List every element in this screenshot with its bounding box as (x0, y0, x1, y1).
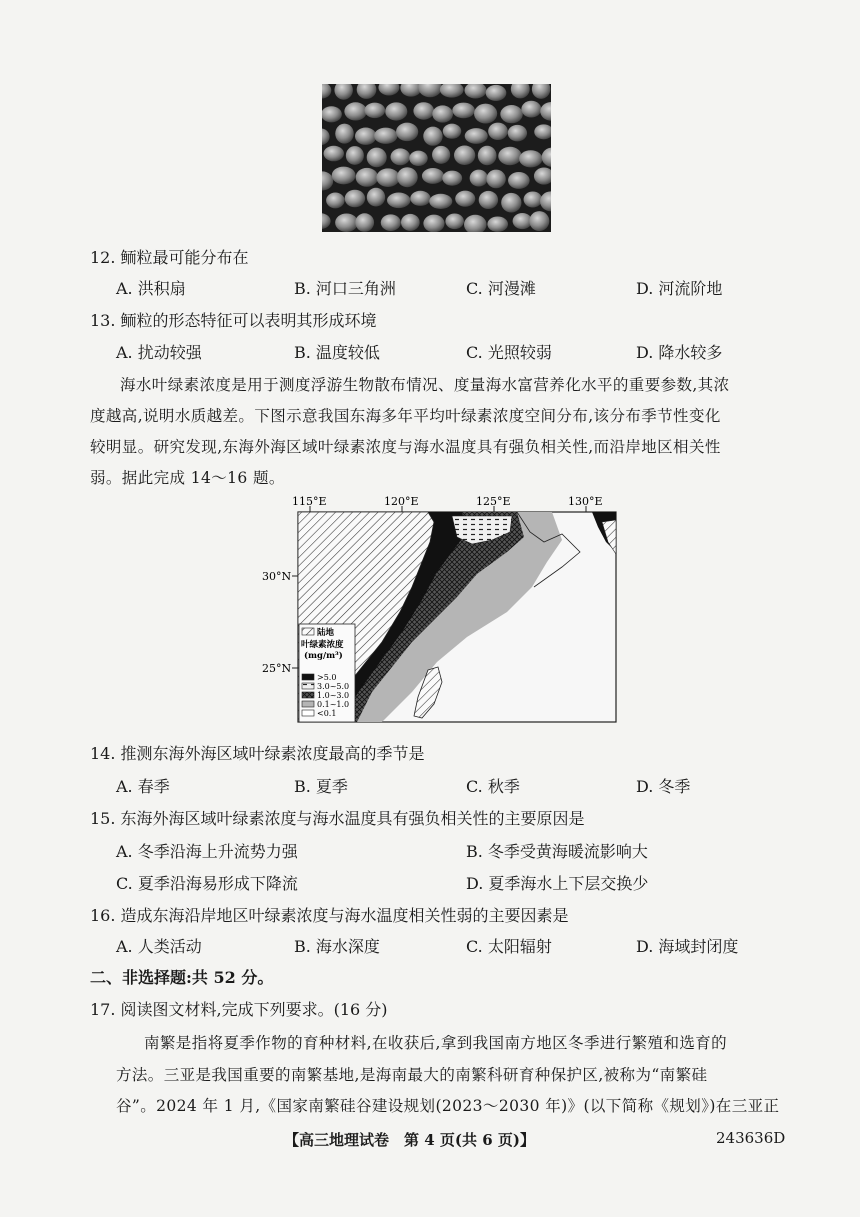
q14-option-a[interactable]: A. 春季 (116, 777, 170, 796)
legend-title: 叶绿素浓度 (301, 640, 344, 650)
oolite-grain (390, 148, 410, 165)
oolite-grain (356, 168, 379, 187)
oolite-grain (454, 145, 475, 165)
oolite-grain (470, 170, 488, 187)
q14-option-d[interactable]: D. 冬季 (636, 777, 691, 796)
legend-class-5: <0.1 (317, 709, 337, 718)
oolite-grain (345, 190, 365, 208)
q13-option-a[interactable]: A. 扰动较强 (116, 343, 202, 362)
oolite-grain (474, 104, 497, 124)
q15-option-a[interactable]: A. 冬季沿海上升流势力强 (116, 842, 298, 861)
passage-line-3: 较明显。研究发现,东海外海区域叶绿素浓度与海水温度具有强负相关性,而沿岸地区相关性 (90, 438, 721, 456)
footer-code: 243636D (716, 1129, 786, 1147)
oolite-grain (385, 102, 407, 120)
oolite-grain (488, 123, 508, 140)
oolite-grain (335, 124, 354, 144)
question-15-stem: 15. 东海外海区域叶绿素浓度与海水温度具有强负相关性的主要原因是 (90, 809, 585, 828)
oolite-grain (410, 191, 430, 206)
legend-class-4: 0.1~1.0 (317, 700, 350, 709)
oolite-grain (508, 172, 530, 189)
oolite-grain (479, 191, 498, 209)
oolite-grain (387, 193, 410, 209)
oolite-grain (429, 194, 452, 209)
oolite-grains-image (322, 84, 551, 232)
oolite-grain (335, 213, 358, 232)
passage-line-2: 度越高,说明水质越差。下图示意我国东海多年平均叶绿素浓度空间分布,该分布季节性变化 (90, 407, 721, 425)
q15-option-b[interactable]: B. 冬季受黄海暖流影响大 (466, 842, 648, 861)
oolite-grain (524, 191, 543, 207)
q17-material-line-1: 南繁是指将夏季作物的育种材料,在收获后,拿到我国南方地区冬季进行繁殖和选育的 (144, 1034, 728, 1052)
q13-option-c[interactable]: C. 光照较弱 (466, 343, 552, 362)
oolite-grain (513, 213, 532, 229)
oolite-grain (443, 124, 461, 139)
oolite-grain (422, 168, 444, 184)
oolite-grain (381, 214, 401, 231)
oolite-grain (486, 170, 505, 189)
oolite-grain (413, 102, 434, 119)
oolite-grain (409, 151, 427, 166)
q14-option-b[interactable]: B. 夏季 (294, 777, 348, 796)
oolite-grain (364, 103, 385, 118)
passage-line-1: 海水叶绿素浓度是用于测度浮游生物散布情况、度量海水富营养化水平的重要参数,其浓 (120, 376, 730, 394)
q15-option-d[interactable]: D. 夏季海水上下层交换少 (466, 874, 649, 893)
map-legend (299, 624, 355, 722)
oolite-grain (344, 102, 367, 120)
oolite-grain (423, 215, 444, 232)
q12-option-c[interactable]: C. 河漫滩 (466, 279, 536, 298)
q12-option-b[interactable]: B. 河口三角洲 (294, 279, 396, 298)
section-2-heading: 二、非选择题:共 52 分。 (90, 968, 274, 987)
oolite-grain (529, 211, 549, 231)
oolite-grain (519, 150, 542, 167)
lon-label-130: 130°E (568, 495, 603, 508)
passage-line-4: 弱。据此完成 14～16 题。 (90, 469, 285, 487)
oolite-grain (445, 213, 464, 229)
oolite-grain (508, 125, 527, 141)
q13-option-d[interactable]: D. 降水较多 (636, 343, 723, 362)
oolite-grain (332, 167, 356, 185)
oolite-grain (432, 105, 453, 122)
q16-option-a[interactable]: A. 人类活动 (116, 937, 202, 956)
oolite-grain (432, 146, 450, 164)
oolite-grain (367, 188, 385, 207)
q16-option-d[interactable]: D. 海域封闭度 (636, 937, 739, 956)
q12-option-a[interactable]: A. 洪积扇 (116, 279, 186, 298)
legend-land: 陆地 (317, 628, 335, 638)
oolite-grain (355, 213, 374, 232)
oolite-grain (500, 105, 522, 123)
oolite-grain (396, 123, 418, 141)
legend-class-1: >5.0 (317, 673, 337, 682)
oolite-grain (322, 106, 342, 122)
q17-material-line-2: 方法。三亚是我国重要的南繁基地,是海南最大的南繁科研育种保护区,被称为“南繁硅 (116, 1066, 708, 1084)
oolite-grain (465, 128, 488, 144)
lat-label-30: 30°N (262, 570, 292, 583)
oolite-grain (355, 128, 377, 145)
oolite-grain (501, 193, 521, 213)
oolite-grain (521, 101, 541, 118)
oolite-grain (452, 103, 474, 119)
question-17-stem: 17. 阅读图文材料,完成下列要求。(16 分) (90, 1000, 388, 1019)
oolite-photo (322, 84, 551, 232)
oolite-grain (367, 148, 387, 168)
oolite-grain (498, 147, 521, 165)
oolite-grain (487, 216, 508, 231)
oolite-grain (376, 168, 399, 187)
question-14-stem: 14. 推测东海外海区域叶绿素浓度最高的季节是 (90, 744, 425, 763)
q15-option-c[interactable]: C. 夏季沿海易形成下降流 (116, 874, 298, 893)
oolite-grain (401, 214, 420, 231)
oolite-grain (326, 193, 345, 209)
legend-unit: (mg/m³) (304, 651, 343, 661)
oolite-grain (423, 127, 442, 146)
q12-option-d[interactable]: D. 河流阶地 (636, 279, 723, 298)
oolite-grain (478, 146, 497, 165)
q16-option-b[interactable]: B. 海水深度 (294, 937, 380, 956)
q16-option-c[interactable]: C. 太阳辐射 (466, 937, 552, 956)
legend-class-2: 3.0~5.0 (317, 682, 350, 691)
q14-option-c[interactable]: C. 秋季 (466, 777, 520, 796)
east-china-sea-chlorophyll-map (262, 492, 622, 732)
oolite-grain (397, 167, 418, 187)
lon-label-125: 125°E (476, 495, 511, 508)
lat-label-25: 25°N (262, 662, 292, 675)
oolite-grain (486, 85, 507, 101)
oolite-grain (442, 171, 462, 186)
q17-material-line-3: 谷”。2024 年 1 月,《国家南繁硅谷建设规划(2023～2030 年)》(以下简称《规划》)在三亚正 (116, 1097, 780, 1115)
lon-label-115: 115°E (292, 495, 327, 508)
footer-page-label: 【高三地理试卷 第 4 页(共 6 页)】 (284, 1131, 535, 1149)
question-12-stem: 12. 鲕粒最可能分布在 (90, 248, 249, 267)
oolite-grain (346, 146, 364, 165)
oolite-grain (374, 128, 397, 144)
question-16-stem: 16. 造成东海沿岸地区叶绿素浓度与海水温度相关性弱的主要因素是 (90, 906, 569, 925)
question-13-stem: 13. 鲕粒的形态特征可以表明其形成环境 (90, 311, 377, 330)
oolite-grain (324, 146, 344, 162)
legend-class-3: 1.0~3.0 (317, 691, 350, 700)
oolite-grain (455, 191, 475, 207)
lon-label-120: 120°E (384, 495, 419, 508)
q13-option-b[interactable]: B. 温度较低 (294, 343, 380, 362)
